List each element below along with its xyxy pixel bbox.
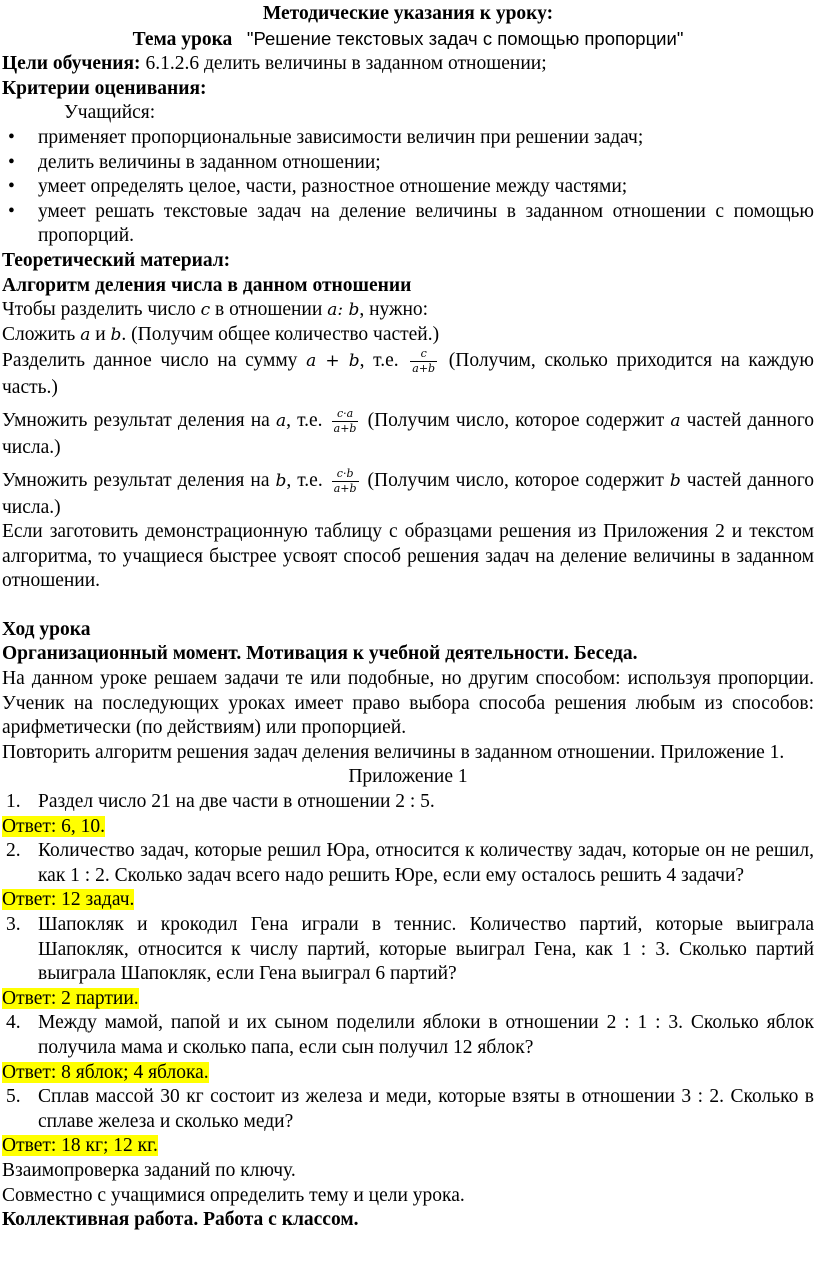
bullet-icon: •	[8, 200, 15, 222]
lesson-topic	[2, 27, 814, 53]
bullet-icon: •	[8, 126, 15, 148]
task-item: 5. Сплав массой 30 кг состоит из железа и меди, которые взяты в отношении 3 : 2. Сколько в сплаве железа и сколько меди?	[6, 1086, 814, 1132]
fraction-c-over-sum: $\frac{c}{a+b}$	[412, 347, 436, 376]
lesson-paragraph-2: Повторить алгоритм решения задач деления величины в заданном отношении. Приложение 1.	[2, 741, 785, 763]
goals-label: Цели обучения:	[2, 53, 141, 75]
criteria-student: Учащийся:	[64, 102, 156, 124]
topic-value: "Решение текстовых задач с помощью пропорции"	[246, 27, 684, 49]
criteria-item: • делить величины в заданном отношении;	[2, 151, 814, 176]
fraction-cb-over-sum: $\frac{c\cdot b}{a+b}$	[333, 466, 357, 495]
algorithm-step-multiply-b: Умножить результат деления на b, т.е. $\frac{c\cdot b}{a+b}$ (Получим число, которое содержит b частей данного числа.)	[2, 466, 814, 518]
task-list	[2, 839, 814, 888]
task-list	[2, 1011, 814, 1060]
topic-label: Тема урока	[132, 28, 233, 50]
algorithm-step-multiply-a: Умножить результат деления на a, т.е. $\frac{c\cdot a}{a+b}$ (Получим число, которое содержит a частей данного числа.)	[2, 406, 814, 458]
algorithm-step-intro: Чтобы разделить число c в отношении a: b, нужно:	[2, 299, 429, 321]
lesson-paragraph-1: На данном уроке решаем задачи те или подобные, но другим способом: используя пропорции. Ученик на последующих уроках имеет право выбора способа решения любым из способов: арифметически (по действиям) или пропорцией.	[2, 668, 814, 739]
lesson-heading: Ход урока	[2, 618, 91, 640]
task-item: 3. Шапокляк и крокодил Гена играли в теннис. Количество партий, которые выиграла Шапокляк, относится к числу партий, которые выиграл Гена, как 1 : 3. Сколько партий выиграла Шапокляк, если Гена выиграл 6 партий?	[6, 914, 814, 985]
task-answer: Ответ: 12 задач.	[2, 889, 135, 911]
collective-work-heading: Коллективная работа. Работа с классом.	[2, 1209, 359, 1231]
algorithm-step-sum: Сложить a и b. (Получим общее количество частей.)	[2, 323, 440, 345]
algorithm-title: Алгоритм деления числа в данном отношении	[2, 274, 412, 296]
algorithm-step-divide: Разделить данное число на сумму a + b, т.е. $\frac{c}{a+b}$ (Получим, сколько приходится на каждую часть.)	[2, 347, 814, 399]
task-list	[2, 790, 814, 815]
fraction-ca-over-sum: $\frac{c\cdot a}{a+b}$	[333, 406, 357, 435]
criteria-item: • применяет пропорциональные зависимости величин при решении задач;	[2, 126, 814, 151]
learning-goals	[2, 52, 814, 77]
peer-check: Взаимопроверка заданий по ключу.	[2, 1159, 296, 1181]
criteria-item: • умеет определять целое, части, разностное отношение между частями;	[2, 175, 814, 200]
theory-note: Если заготовить демонстрационную таблицу с образцами решения из Приложения 2 и текстом алгоритма, то учащиеся быстрее усвоят способ решения задач на деление величины в заданном отношении.	[2, 521, 814, 592]
task-item: 2. Количество задач, которые решил Юра, относится к количеству задач, которые он не решил, как 1 : 2. Сколько задач всего надо решить Юре, если ему осталось решить 4 задачи?	[6, 840, 814, 886]
org-moment-title: Организационный момент. Мотивация к учебной деятельности. Беседа.	[2, 643, 638, 665]
joint-topic: Совместно с учащимися определить тему и цели урока.	[2, 1184, 465, 1206]
task-answer: Ответ: 8 яблок; 4 яблока.	[2, 1061, 209, 1083]
task-list	[2, 1085, 814, 1134]
task-item: 1. Раздел число 21 на две части в отношении 2 : 5.	[6, 791, 435, 813]
theory-heading: Теоретический материал:	[2, 249, 231, 271]
appendix-title: Приложение 1	[348, 766, 468, 788]
task-list	[2, 913, 814, 987]
task-answer: Ответ: 18 кг; 12 кг.	[2, 1135, 158, 1157]
criteria-item: • умеет решать текстовые задач на деление величины в заданном отношении с помощью пропорций.	[8, 200, 814, 247]
task-item: 4. Между мамой, папой и их сыном поделили яблоки в отношении 2 : 1 : 3. Сколько яблок получила мама и сколько папа, если сын получил 12 яблок?	[6, 1012, 814, 1058]
bullet-icon: •	[8, 176, 15, 198]
criteria-list	[2, 126, 814, 249]
task-answer: Ответ: 6, 10.	[2, 815, 106, 837]
bullet-icon: •	[8, 151, 15, 173]
doc-title: Методические указания к уроку:	[262, 3, 554, 24]
criteria-heading: Критерии оценивания:	[2, 77, 207, 99]
task-answer: Ответ: 2 партии.	[2, 987, 139, 1009]
goals-value: 6.1.2.6 делить величины в заданном отношении;	[140, 53, 547, 75]
